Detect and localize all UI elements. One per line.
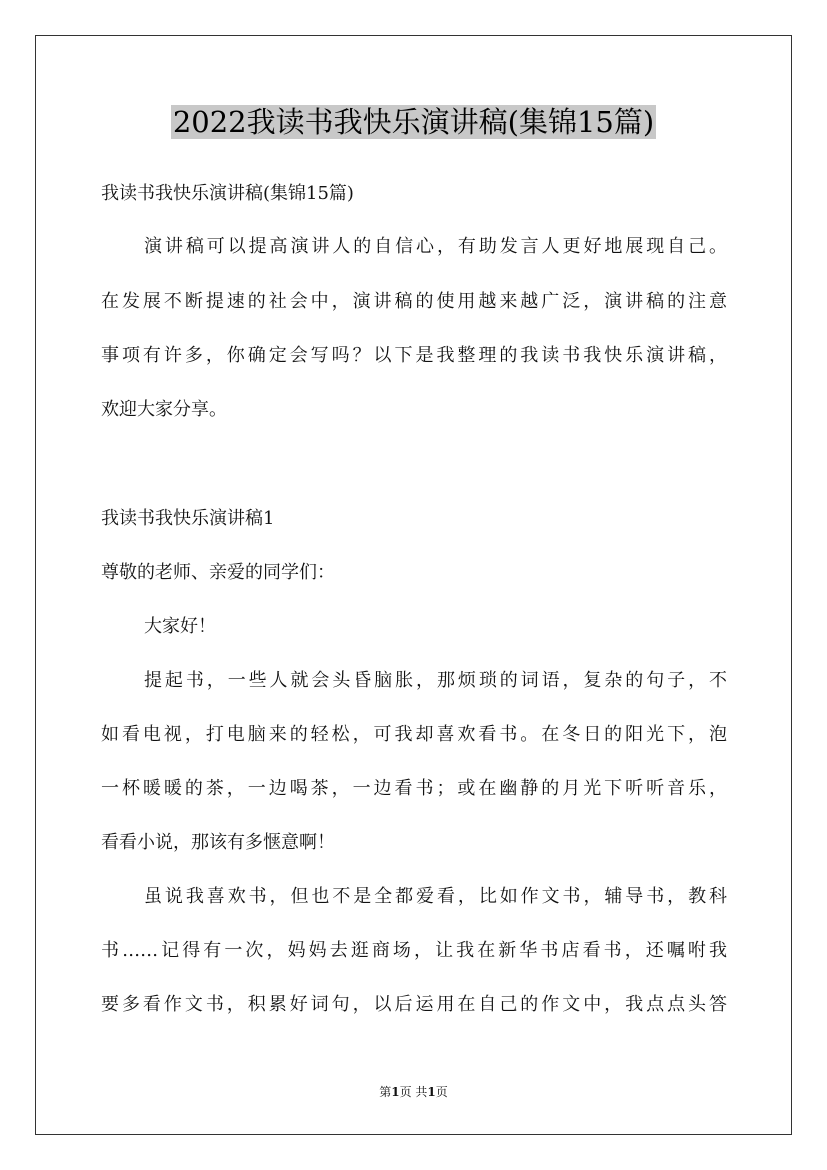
page-footer <box>0 1084 827 1100</box>
para1-line-4: 看看小说，那该有多惬意啊！ <box>101 832 335 853</box>
section-heading: 我读书我快乐演讲稿1 <box>101 508 275 529</box>
subtitle: 我读书我快乐演讲稿(集锦15篇) <box>101 183 354 204</box>
footer-mid: 页 共 <box>399 1085 428 1099</box>
para1-line-3: 一杯暖暖的茶，一边喝茶，一边看书；或在幽静的月光下听听音乐， <box>101 778 727 799</box>
intro-line-4: 欢迎大家分享。 <box>101 399 227 420</box>
footer-total-pages: 1 <box>427 1085 436 1099</box>
para2-line-3: 要多看作文书，积累好词句，以后运用在自己的作文中，我点点头答 <box>101 994 727 1015</box>
intro-line-1: 演讲稿可以提高演讲人的自信心，有助发言人更好地展现自己。 <box>144 236 727 257</box>
para2-line-2: 书……记得有一次，妈妈去逛商场，让我在新华书店看书，还嘱咐我 <box>101 940 727 961</box>
para1-line-2: 如看电视，打电脑来的轻松，可我却喜欢看书。在冬日的阳光下，泡 <box>101 724 727 745</box>
para1-line-1: 提起书，一些人就会头昏脑胀，那烦琐的词语，复杂的句子，不 <box>144 670 727 691</box>
greeting: 大家好！ <box>144 616 216 637</box>
intro-line-3: 事项有许多，你确定会写吗？以下是我整理的我读书我快乐演讲稿， <box>101 345 727 366</box>
para2-line-1: 虽说我喜欢书，但也不是全都爱看，比如作文书，辅导书，教科 <box>144 886 727 907</box>
footer-suffix: 页 <box>435 1085 448 1099</box>
salutation: 尊敬的老师、亲爱的同学们： <box>101 562 335 583</box>
document-title: 2022我读书我快乐演讲稿(集锦15篇) <box>172 105 655 139</box>
intro-line-2: 在发展不断提速的社会中，演讲稿的使用越来越广泛，演讲稿的注意 <box>101 291 727 312</box>
footer-page-number: 1 <box>391 1085 400 1099</box>
footer-prefix: 第 <box>379 1085 392 1099</box>
